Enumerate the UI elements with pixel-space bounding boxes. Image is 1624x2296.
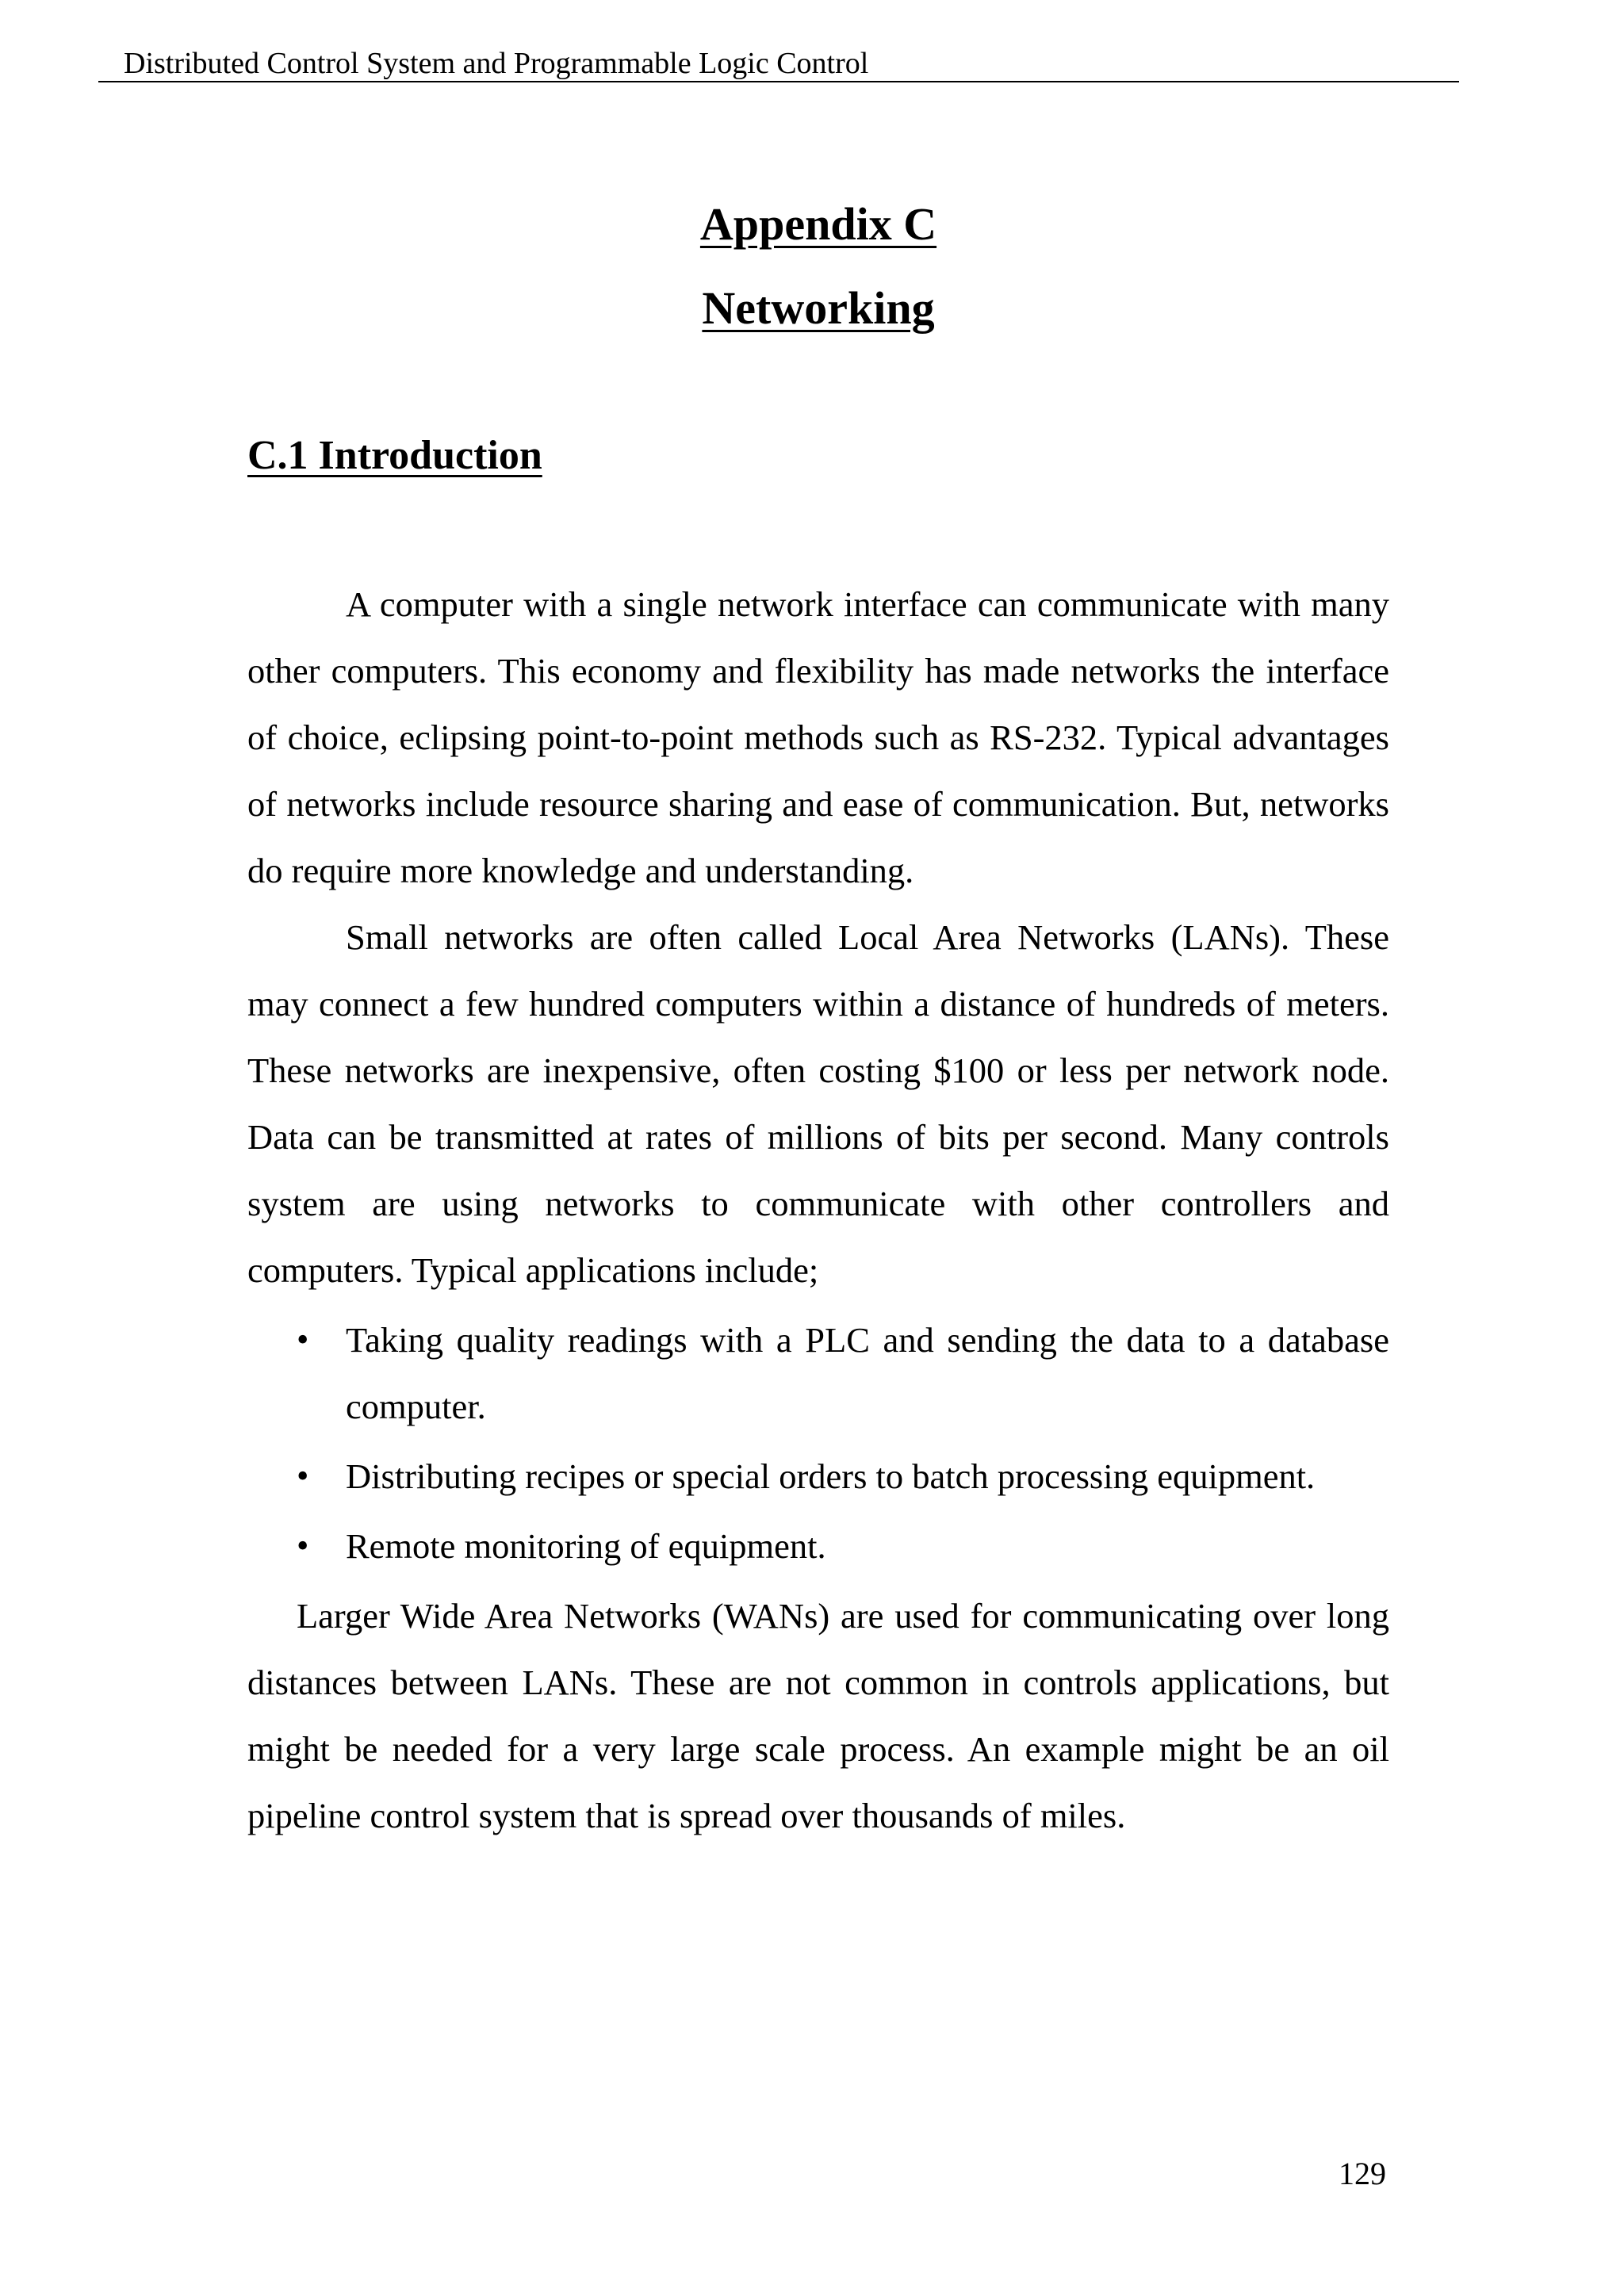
list-item-text: Remote monitoring of equipment.	[346, 1526, 826, 1566]
chapter-subtitle	[0, 281, 1624, 336]
bullet-icon: •	[297, 1320, 309, 1359]
chapter-title-line-2: Networking	[702, 282, 935, 334]
list-item	[247, 1443, 1389, 1510]
chapter-title-line-1: Appendix C	[699, 198, 937, 250]
paragraph-lans: Small networks are often called Local Area Networks (LANs). These may connect a few hundred computers within a distance of hundreds of meters. These networks are inexpensive, often costing $100 or less per network node. Data can be transmitted at rates of millions of bits per second. Many controls system are using networks to communicate with other controllers and computers. Typical applications include;	[247, 917, 1389, 1290]
list-item-text: Distributing recipes or special orders to batch processing equipment.	[346, 1456, 1316, 1496]
bullet-icon: •	[297, 1456, 309, 1495]
body-text	[247, 571, 1389, 1849]
list-item	[247, 1307, 1389, 1440]
bullet-icon: •	[297, 1526, 309, 1565]
paragraph-intro: A computer with a single network interface can communicate with many other computers. This economy and flexibility has made networks the interface of choice, eclipsing point-to-point methods such as RS-232. Typical advantages of networks include resource sharing and ease of communication. But, networks do require more knowledge and understanding.	[247, 584, 1389, 890]
chapter-title	[0, 197, 1624, 252]
paragraph-wans: Larger Wide Area Networks (WANs) are used for communicating over long distances between LANs. These are not common in controls applications, but might be needed for a very large scale process. An example might be an oil pipeline control system that is spread over thousands of miles.	[247, 1596, 1389, 1835]
page-number: 129	[1339, 2156, 1386, 2191]
running-header	[98, 41, 1459, 82]
running-header-title: Distributed Control System and Programmable Logic Control	[124, 47, 869, 80]
section-heading: C.1 Introduction	[247, 433, 542, 478]
applications-list	[247, 1307, 1389, 1579]
list-item-text: Taking quality readings with a PLC and sending the data to a database computer.	[346, 1320, 1389, 1426]
list-item	[247, 1513, 1389, 1579]
